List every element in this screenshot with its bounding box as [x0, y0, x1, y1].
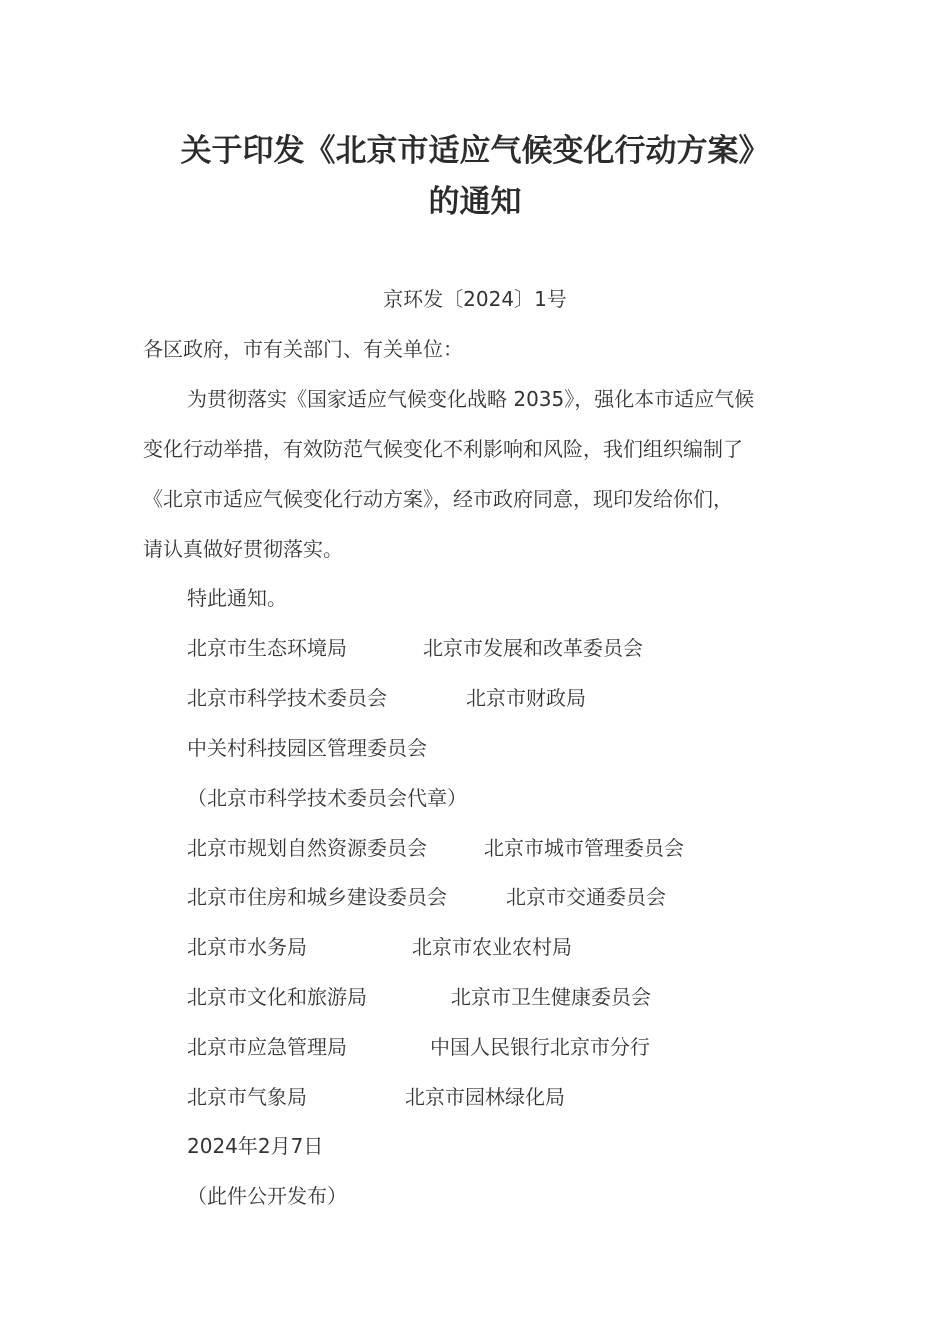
issuer-name: 北京市文化和旅游局	[187, 985, 367, 1009]
issuer-name: 北京市农业农村局	[412, 935, 572, 959]
issuer-name: 北京市应急管理局	[187, 1035, 347, 1059]
salutation: 各区政府，市有关部门、有关单位：	[143, 337, 463, 361]
issuer-name: 北京市气象局	[187, 1085, 307, 1109]
body-line-2: 变化行动举措，有效防范气候变化不利影响和风险，我们组织编制了	[143, 437, 743, 461]
body-line-3: 《北京市适应气候变化行动方案》，经市政府同意，现印发给你们，	[143, 487, 733, 511]
issuer-name: 北京市规划自然资源委员会	[187, 836, 427, 860]
body-line-4: 请认真做好贯彻落实。	[143, 537, 343, 561]
issuer-name: 北京市园林绿化局	[405, 1085, 565, 1109]
issuer-name: （北京市科学技术委员会代章）	[187, 786, 467, 810]
issuer-name: 北京市生态环境局	[187, 636, 347, 660]
body-line-1: 为贯彻落实《国家适应气候变化战略 2035》，强化本市适应气候	[187, 387, 755, 411]
publish-note: （此件公开发布）	[187, 1184, 347, 1208]
issuer-name: 北京市发展和改革委员会	[423, 636, 643, 660]
document-number: 京环发〔2024〕1号	[383, 287, 567, 311]
issuer-name: 北京市科学技术委员会	[187, 686, 387, 710]
issuer-name: 中国人民银行北京市分行	[430, 1035, 650, 1059]
issuer-name: 北京市财政局	[466, 686, 586, 710]
issuer-name: 北京市卫生健康委员会	[451, 985, 651, 1009]
issuer-name: 北京市水务局	[187, 935, 307, 959]
document-title-line-1: 关于印发《北京市适应气候变化行动方案》	[180, 133, 770, 169]
issuer-name: 北京市城市管理委员会	[484, 836, 684, 860]
document-title-line-2: 的通知	[428, 184, 522, 220]
issuer-name: 中关村科技园区管理委员会	[187, 736, 427, 760]
notice-text: 特此通知。	[187, 586, 287, 610]
issuer-name: 北京市住房和城乡建设委员会	[187, 885, 447, 909]
issue-date: 2024年2月7日	[187, 1134, 324, 1158]
issuer-name: 北京市交通委员会	[506, 885, 666, 909]
